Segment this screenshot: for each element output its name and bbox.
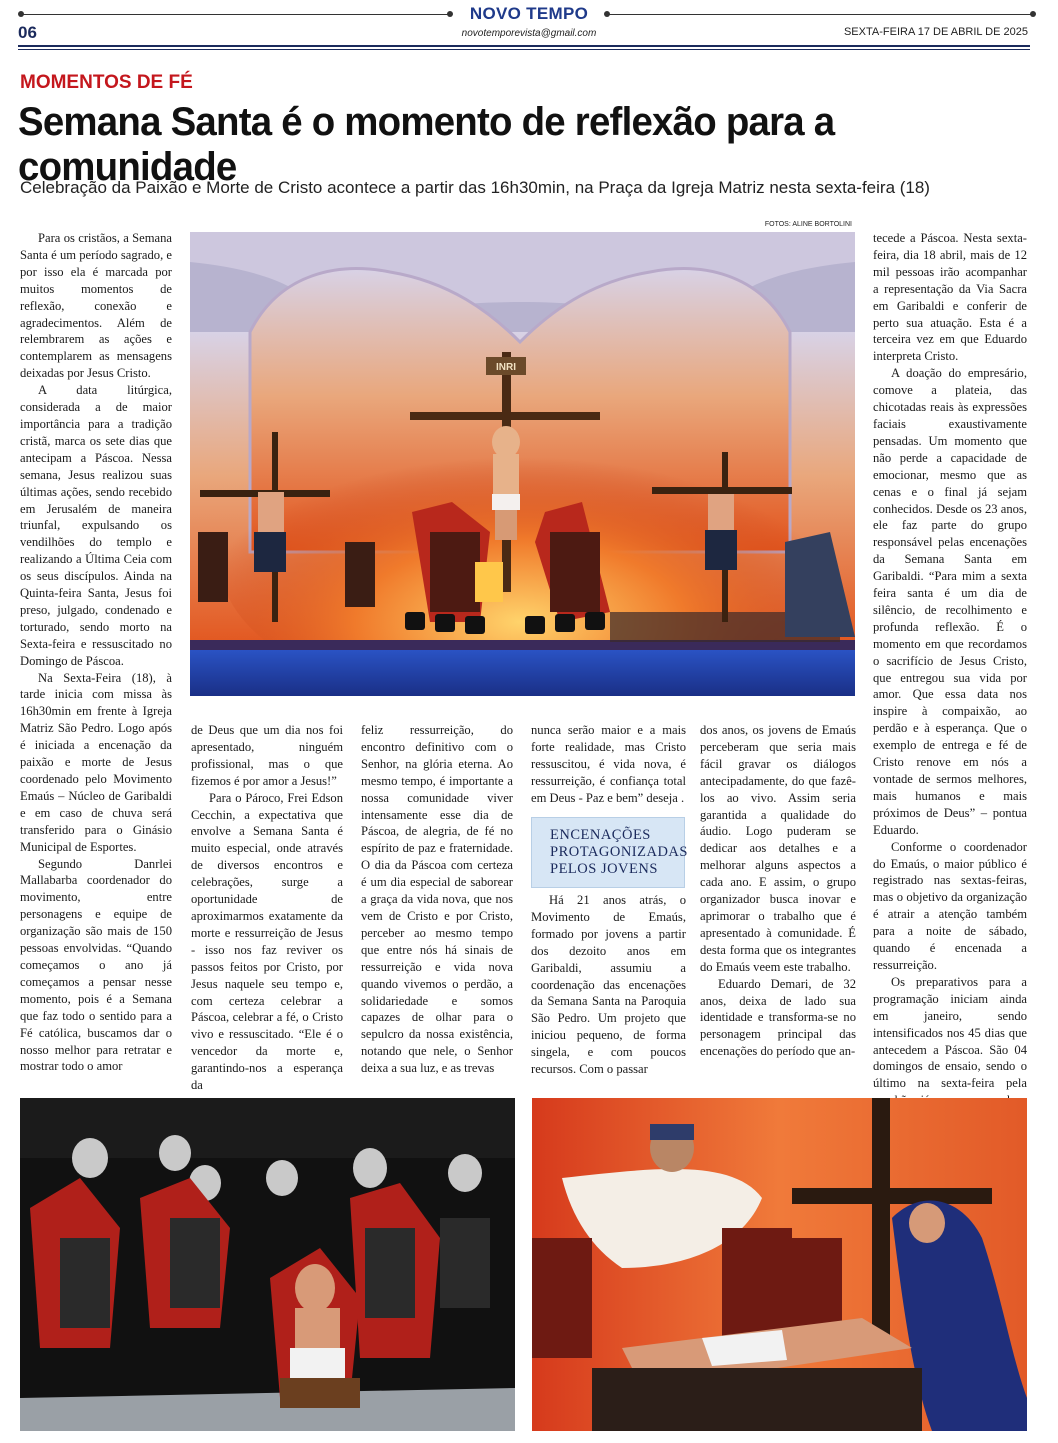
paragraph: Para o Pároco, Frei Edson Cecchin, a expectativa que envolve a Semana Santa é muito especial, onde através de diversos encontros e celebrações, surge a oportunidade de aproximarmos exatamente da morte e ressurreição de Jesus - isso nos faz reviver os passos feitos por Cristo, por Jesus naquele seu tempo e, com certeza celebrar a Páscoa, celebrar a fé, o Cristo vivo e ressuscitado. “Ele é o vencedor da morte e, garantindo-nos a esperança da: [191, 790, 343, 1093]
text-column-5: [700, 722, 856, 1060]
paragraph: feliz ressurreição, do encontro definitivo com o Senhor, na glória eterna. Ao mesmo tempo, é importante a nossa comunidade viver intensamente esse dia de Páscoa, de alegria, de fé no espírito de paz e fraternidade. O dia da Páscoa com certeza é um dia especial de saborear a graça da vida nova, que nos vem de Cristo e por Cristo, perceber ao mesmo tempo que entre nós há sinais de ressurreição e vida nova quando vivemos o perdão, a solidariedade e somos capazes de olhar para o sepulcro da nossa existência, notando que nele, o Senhor deixa a sua luz, e as trevas: [361, 723, 513, 1076]
subheading-box: [531, 817, 688, 888]
issue-date: SEXTA-FEIRA 17 DE ABRIL DE 2025: [843, 26, 1028, 38]
inri-sign: INRI: [496, 362, 516, 373]
main-photo-crucifixion: [190, 232, 855, 696]
masthead: [0, 0, 1058, 52]
photo-soldiers-and-christ: [20, 1098, 515, 1431]
paragraph: Há 21 anos atrás, o Movimento de Emaús, formado por jovens a partir dos dezoito anos em Garibaldi, assumiu a coordenação das encenações da Semana Santa na Paroquia São Pedro. Um projeto que iniciou pequeno, de forma singela, e com poucos recursos. Com o passar: [531, 893, 686, 1077]
text-column-2: [191, 722, 343, 1094]
paragraph: nunca serão maior e a mais forte realidade, mas Cristo ressuscitou, é vida nova, é ressurreição, é confiança total em Deus - Paz e bem” deseja .: [531, 723, 686, 805]
paragraph: dos anos, os jovens de Emaús perceberam que seria mais fácil gravar os diálogos antecipadamente, do que fazê-los ao vivo. Assim seria garantida a qualidade do áudio. Logo puderam se dedicar aos detalhes e a melhorar alguns aspectos a cada ano. E assim, o grupo organizador busca inovar e aprimorar o trabalho que é apresentado à comunidade. É desta forma que os integrantes do Emaús veem este trabalho.: [700, 723, 856, 974]
paragraph: A data litúrgica, considerada a de maior importância para a tradição cristã, marca os sete dias que antecipam a Páscoa. Nessa semana, Jesus realizou suas últimas ações, sendo recebido em Jerusalém de maneira triunfal, expulsando os vendilhões do templo e realizando a Última Ceia com os seus discípulos. Ainda na Quinta-feira Santa, Jesus foi preso, julgado, condenado e torturado, sendo morto na Sexta-feira e ressuscitado no Domingo de Páscoa.: [20, 383, 172, 668]
contact-email: novotemporevista@gmail.com: [461, 28, 597, 39]
photo-credit: FOTOS: ALINE BORTOLINI: [764, 221, 852, 228]
paragraph: Conforme o coordenador do Emaús, o maior público é registrado nas sextas-feiras, mas o objetivo da organização é atrair a atenção também para a noite de sábado, quando é encenada a ressurreição.: [873, 839, 1027, 972]
page-number: 06: [18, 23, 37, 42]
section-kicker: MOMENTOS DE FÉ: [20, 72, 193, 93]
header-rule-thin: [18, 49, 1030, 50]
article-headline: Semana Santa é o momento de reflexão para a comunidade: [18, 100, 835, 189]
article-deck: Celebração da Paixão e Morte de Cristo acontece a partir das 16h30min, na Praça da Igreja Matriz nesta sexta-feira (18): [20, 178, 930, 197]
newspaper-name: NOVO TEMPO: [469, 4, 589, 23]
text-column-3: [361, 722, 513, 1077]
paragraph: Os preparativos para a programação iniciam ainda em janeiro, sendo intensificados nos 45 dias que antecedem a Páscoa. São 04 domingos de ensaio, sendo o último na sexta-feira pela: [873, 974, 1027, 1091]
paragraph: Eduardo Demari, de 32 anos, deixa de lado sua identidade e transforma-se no personagem principal das encenações do período que an-: [700, 976, 856, 1059]
text-column-6: [873, 230, 1027, 1126]
paragraph: Segundo Danrlei Mallabarba coordenador do movimento, entre personagens e equipe de organização são mais de 150 pessoas envolvidas. “Quando começamos o ano já começamos a pensar nesse momento, pois é a Semana que faz todo o sentido para a Fé católica, buscamos dar o nosso melhor para retratar e mostrar todo o amor: [20, 856, 172, 1074]
subheading-title: ENCENAÇÕES PROTAGONIZADAS PELOS JOVENS: [550, 827, 688, 877]
text-column-1: [20, 230, 172, 1075]
photo-deposition-from-cross: [532, 1098, 1027, 1431]
paragraph: Para os cristãos, a Semana Santa é um período sagrado, e por isso ela é marcada por muitos momentos de reflexão, conexão e agradecimentos. Além de relembrarem as ações e contemplarem as mensagens deixadas por Jesus Cristo.: [20, 231, 172, 381]
header-rule: [18, 45, 1030, 47]
paragraph: A doação do empresário, comove a plateia, das chicotadas reais às expressões faciais exaustivamente pensadas. Um momento que não perde a capacidade de emocionar, mesmo que as cenas e o final já sejam conhecidos. Desde os 23 anos, ele faz parte do grupo responsável pelas encenações da Semana Santa em Garibaldi. “Para mim a sexta feira santa é um dia de silêncio, de recolhimento e profunda reflexão. É o momento em que recordamos o sacrifício de Jesus Cristo, que entregou sua vida por amor. Que essa data nos inspire à compaixão, ao perdão e à esperança. Que o exemplo de entrega e fé de Cristo renove em nós a vontade de sermos melhores, mais humanos e mais próximos de Deus” – pontua Eduardo.: [873, 366, 1027, 837]
paragraph: de Deus que um dia nos foi apresentado, ninguém profissional, mas o que fizemos é por amor a Jesus!”: [191, 723, 343, 788]
paragraph: Na Sexta-Feira (18), à tarde inicia com missa às 16h30min em frente à Igreja Matriz São Pedro. Logo após é iniciada a encenação da paixão e morte de Jesus coordenado pelo Movimento Emaús – Núcleo de Garibaldi e em caso de chuva será transferido para o Ginásio Municipal de Esportes.: [20, 670, 172, 854]
paragraph: tecede a Páscoa. Nesta sexta-feira, dia 18 abril, mais de 12 mil pessoas irão acompanhar a representação da Via Sacra em Garibaldi e conferir de perto sua atuação. Esta é a terceira vez em que Eduardo interpreta Cristo.: [873, 231, 1027, 364]
